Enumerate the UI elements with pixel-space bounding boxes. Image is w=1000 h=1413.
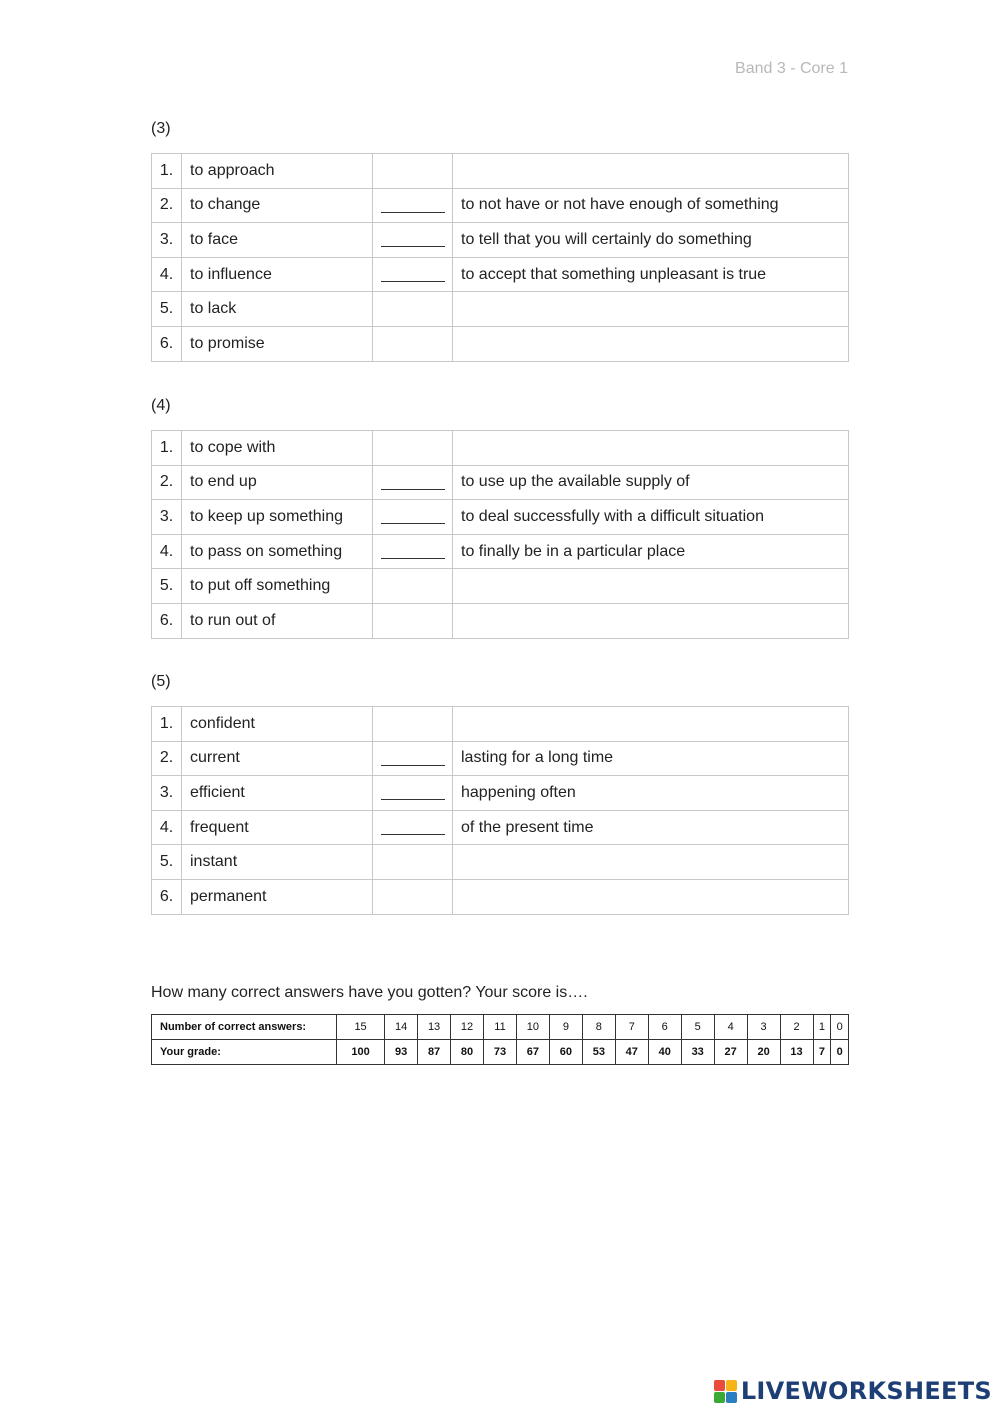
table-row (152, 188, 849, 223)
row-number: 1. (152, 431, 182, 466)
score-correct-cell: 3 (747, 1015, 780, 1040)
row-number: 3. (152, 776, 182, 811)
score-grade-cell: 13 (780, 1040, 813, 1065)
definition: to accept that something unpleasant is true (453, 257, 849, 292)
logo-text: LIVEWORKSHEETS (740, 1377, 992, 1405)
answer-blank[interactable] (381, 751, 445, 766)
score-correct-cell: 14 (385, 1015, 418, 1040)
matching-table (151, 153, 849, 362)
row-number: 4. (152, 810, 182, 845)
logo-tile-icon (714, 1392, 725, 1403)
definition: happening often (453, 776, 849, 811)
definition (453, 569, 849, 604)
definition (453, 879, 849, 914)
score-grade-cell: 53 (582, 1040, 615, 1065)
vocab-word: to approach (182, 154, 373, 189)
score-correct-cell: 1 (813, 1015, 831, 1040)
score-grade-cell: 20 (747, 1040, 780, 1065)
header-tag: Band 3 - Core 1 (735, 60, 848, 77)
matching-table (151, 430, 849, 639)
answer-blank[interactable] (381, 544, 445, 559)
score-correct-cell: 11 (484, 1015, 517, 1040)
score-grade-cell: 73 (484, 1040, 517, 1065)
row-number: 3. (152, 500, 182, 535)
score-correct-cell: 2 (780, 1015, 813, 1040)
answer-cell[interactable] (373, 810, 453, 845)
score-grade-cell: 33 (681, 1040, 714, 1065)
score-correct-cell: 12 (451, 1015, 484, 1040)
definition (453, 707, 849, 742)
row-number: 6. (152, 879, 182, 914)
definition (453, 154, 849, 189)
row-number: 2. (152, 465, 182, 500)
score-correct-cell: 15 (337, 1015, 385, 1040)
answer-cell (373, 292, 453, 327)
row-number: 4. (152, 257, 182, 292)
score-grade-cell: 40 (648, 1040, 681, 1065)
definition: to finally be in a particular place (453, 534, 849, 569)
vocab-word: to keep up something (182, 500, 373, 535)
answer-blank[interactable] (381, 232, 445, 247)
answer-cell (373, 845, 453, 880)
answer-cell (373, 326, 453, 361)
row-number: 6. (152, 326, 182, 361)
score-grade-cell: 80 (451, 1040, 484, 1065)
score-grade-cell: 67 (516, 1040, 549, 1065)
score-grade-cell: 93 (385, 1040, 418, 1065)
score-correct-cell: 10 (516, 1015, 549, 1040)
answer-cell[interactable] (373, 465, 453, 500)
table-row (152, 741, 849, 776)
row-number: 6. (152, 603, 182, 638)
vocab-word: instant (182, 845, 373, 880)
answer-cell (373, 569, 453, 604)
vocab-word: frequent (182, 810, 373, 845)
table-row (152, 707, 849, 742)
table-row (152, 810, 849, 845)
answer-blank[interactable] (381, 267, 445, 282)
table-row (152, 154, 849, 189)
row-number: 2. (152, 741, 182, 776)
score-grade-cell: 100 (337, 1040, 385, 1065)
answer-blank[interactable] (381, 509, 445, 524)
score-correct-row (152, 1015, 849, 1040)
definition: of the present time (453, 810, 849, 845)
section-label: (3) (151, 120, 171, 137)
table-row (152, 223, 849, 258)
vocab-word: to change (182, 188, 373, 223)
score-correct-cell: 7 (615, 1015, 648, 1040)
table-row (152, 257, 849, 292)
row-number: 4. (152, 534, 182, 569)
score-correct-cell: 5 (681, 1015, 714, 1040)
vocab-word: efficient (182, 776, 373, 811)
table-row (152, 326, 849, 361)
answer-cell[interactable] (373, 257, 453, 292)
liveworksheets-logo[interactable] (714, 1377, 992, 1405)
score-grade-cell: 47 (615, 1040, 648, 1065)
answer-cell[interactable] (373, 223, 453, 258)
score-grade-row (152, 1040, 849, 1065)
score-grade-cell: 27 (714, 1040, 747, 1065)
table-row (152, 500, 849, 535)
section-label: (4) (151, 397, 171, 414)
logo-tile-icon (726, 1380, 737, 1391)
definition: to tell that you will certainly do something (453, 223, 849, 258)
row-number: 2. (152, 188, 182, 223)
vocab-word: to promise (182, 326, 373, 361)
table-row (152, 879, 849, 914)
logo-mark-icon (714, 1380, 737, 1403)
definition (453, 431, 849, 466)
vocab-word: permanent (182, 879, 373, 914)
logo-tile-icon (726, 1392, 737, 1403)
answer-cell[interactable] (373, 188, 453, 223)
vocab-word: to lack (182, 292, 373, 327)
row-number: 5. (152, 569, 182, 604)
answer-cell (373, 879, 453, 914)
matching-table (151, 706, 849, 915)
score-correct-cell: 13 (418, 1015, 451, 1040)
score-correct-label: Number of correct answers: (152, 1015, 337, 1040)
row-number: 5. (152, 845, 182, 880)
section-label: (5) (151, 673, 171, 690)
logo-tile-icon (714, 1380, 725, 1391)
table-row (152, 603, 849, 638)
score-correct-cell: 4 (714, 1015, 747, 1040)
vocab-word: current (182, 741, 373, 776)
table-row (152, 292, 849, 327)
score-correct-cell: 9 (549, 1015, 582, 1040)
answer-cell (373, 707, 453, 742)
table-row (152, 776, 849, 811)
table-row (152, 569, 849, 604)
vocab-word: to pass on something (182, 534, 373, 569)
definition (453, 845, 849, 880)
definition: to use up the available supply of (453, 465, 849, 500)
score-grade-cell: 0 (831, 1040, 849, 1065)
table-row (152, 431, 849, 466)
definition (453, 326, 849, 361)
row-number: 3. (152, 223, 182, 258)
answer-blank[interactable] (381, 475, 445, 490)
vocab-word: confident (182, 707, 373, 742)
vocab-word: to cope with (182, 431, 373, 466)
vocab-word: to run out of (182, 603, 373, 638)
table-row (152, 845, 849, 880)
score-correct-cell: 0 (831, 1015, 849, 1040)
answer-blank[interactable] (381, 785, 445, 800)
vocab-word: to influence (182, 257, 373, 292)
score-correct-cell: 8 (582, 1015, 615, 1040)
definition (453, 603, 849, 638)
answer-cell (373, 603, 453, 638)
score-grade-cell: 60 (549, 1040, 582, 1065)
definition: lasting for a long time (453, 741, 849, 776)
score-grade-cell: 7 (813, 1040, 831, 1065)
vocab-word: to end up (182, 465, 373, 500)
table-row (152, 465, 849, 500)
vocab-word: to face (182, 223, 373, 258)
answer-cell (373, 431, 453, 466)
score-question: How many correct answers have you gotten? Your score is…. (151, 984, 588, 1001)
score-table (151, 1014, 849, 1065)
answer-cell[interactable] (373, 741, 453, 776)
answer-cell[interactable] (373, 776, 453, 811)
vocab-word: to put off something (182, 569, 373, 604)
score-grade-cell: 87 (418, 1040, 451, 1065)
answer-blank[interactable] (381, 820, 445, 835)
row-number: 5. (152, 292, 182, 327)
definition: to not have or not have enough of something (453, 188, 849, 223)
answer-cell[interactable] (373, 500, 453, 535)
answer-cell (373, 154, 453, 189)
definition (453, 292, 849, 327)
row-number: 1. (152, 154, 182, 189)
table-row (152, 534, 849, 569)
answer-blank[interactable] (381, 198, 445, 213)
answer-cell[interactable] (373, 534, 453, 569)
score-grade-label: Your grade: (152, 1040, 337, 1065)
row-number: 1. (152, 707, 182, 742)
definition: to deal successfully with a difficult situation (453, 500, 849, 535)
score-correct-cell: 6 (648, 1015, 681, 1040)
